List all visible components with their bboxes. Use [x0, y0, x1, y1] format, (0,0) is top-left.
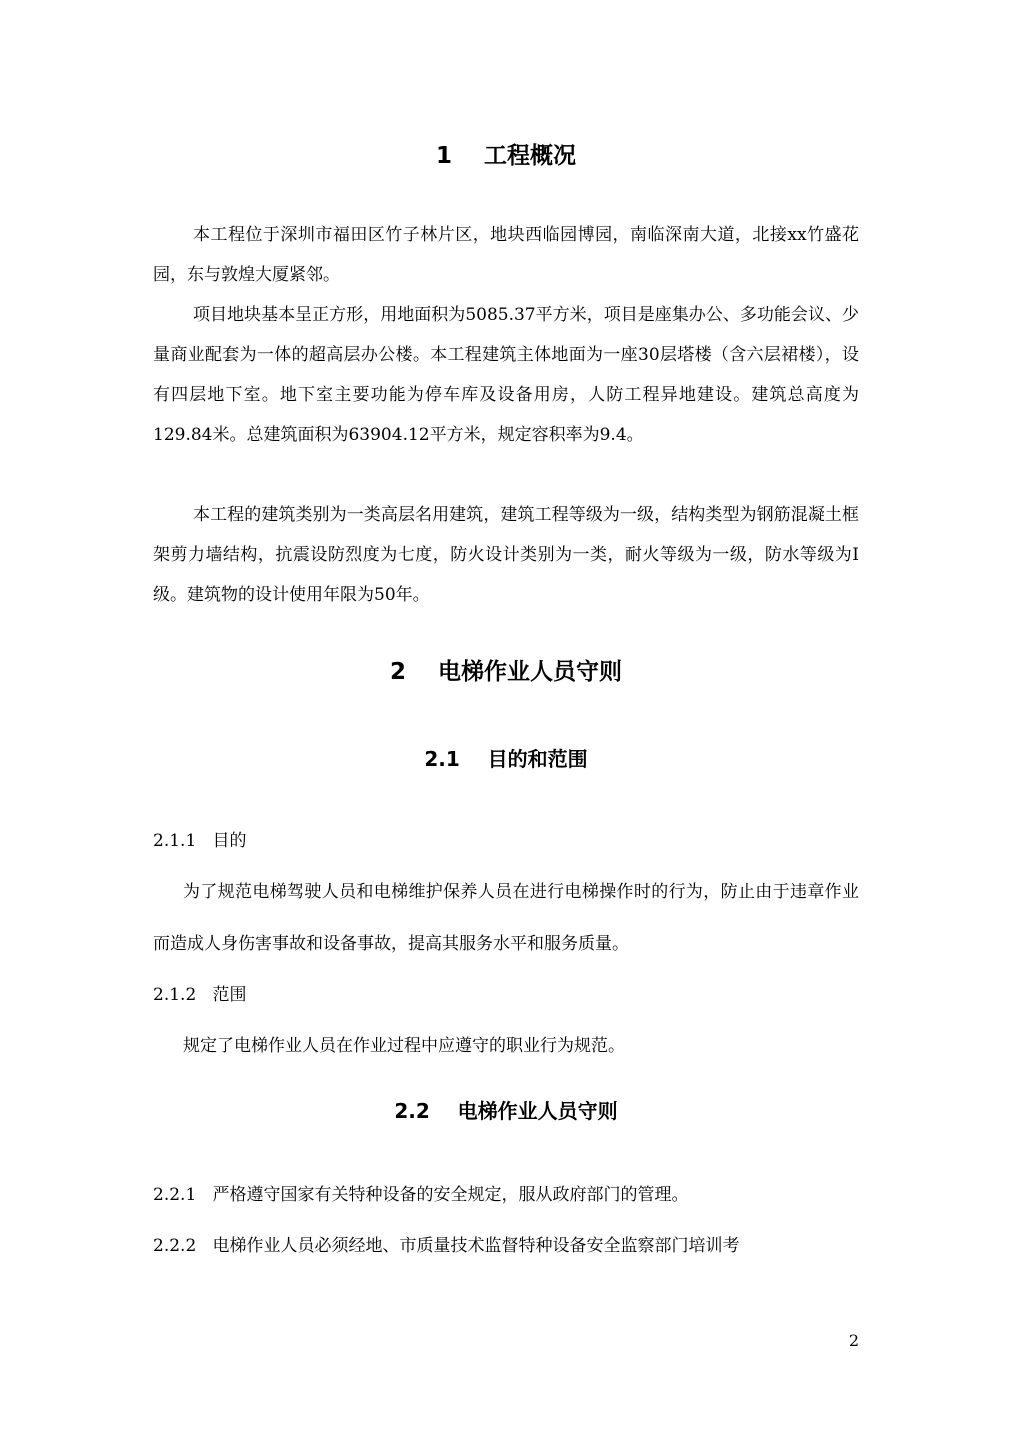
item-2-2-2: 2.2.2 电梯作业人员必须经地、市质量技术监督特种设备安全监察部门培训考: [153, 1236, 740, 1256]
section-1-paragraph-2: 项目地块基本呈正方形，用地面积为5085.37平方米，项目是座集办公、多功能会议、少量商业配套为一体的超高层办公楼。本工程建筑主体地面为一座30层塔楼（含六层裙楼），设有四层地下室。地下室主要功能为停车库及设备用房，人防工程异地建设。建筑总高度为129.84米。总建筑面积为63904.12平方米，规定容积率为9.4。: [153, 305, 859, 445]
item-2-2-1: 2.2.1 严格遵守国家有关特种设备的安全规定，服从政府部门的管理。: [153, 1185, 689, 1205]
section-2-heading: 2 电梯作业人员守则: [389, 659, 623, 685]
section-2-2-heading: 2.2 电梯作业人员守则: [394, 1099, 618, 1123]
item-2-1-1-label: 2.1.1 目的: [153, 831, 247, 851]
section-1-heading: 1 工程概况: [435, 143, 577, 169]
section-1-paragraph-1: 本工程位于深圳市福田区竹子林片区，地块西临园博园，南临深南大道，北接xx竹盛花园，东与敦煌大厦紧邻。: [153, 225, 859, 285]
section-1-paragraph-3: 本工程的建筑类别为一类高层名用建筑，建筑工程等级为一级，结构类型为钢筋混凝土框架剪力墙结构，抗震设防烈度为七度，防火设计类别为一类，耐火等级为一级，防水等级为Ⅰ级。建筑物的设计使用年限为50年。: [153, 505, 859, 605]
item-2-1-1-text: 为了规范电梯驾驶人员和电梯维护保养人员在进行电梯操作时的行为，防止由于违章作业而造成人身伤害事故和设备事故，提高其服务水平和服务质量。: [153, 882, 859, 954]
page-number: 2: [848, 1331, 859, 1350]
section-2-1-heading: 2.1 目的和范围: [424, 747, 588, 771]
item-2-1-2-label: 2.1.2 范围: [153, 985, 247, 1005]
item-2-1-2-text: 规定了电梯作业人员在作业过程中应遵守的职业行为规范。: [183, 1036, 625, 1056]
